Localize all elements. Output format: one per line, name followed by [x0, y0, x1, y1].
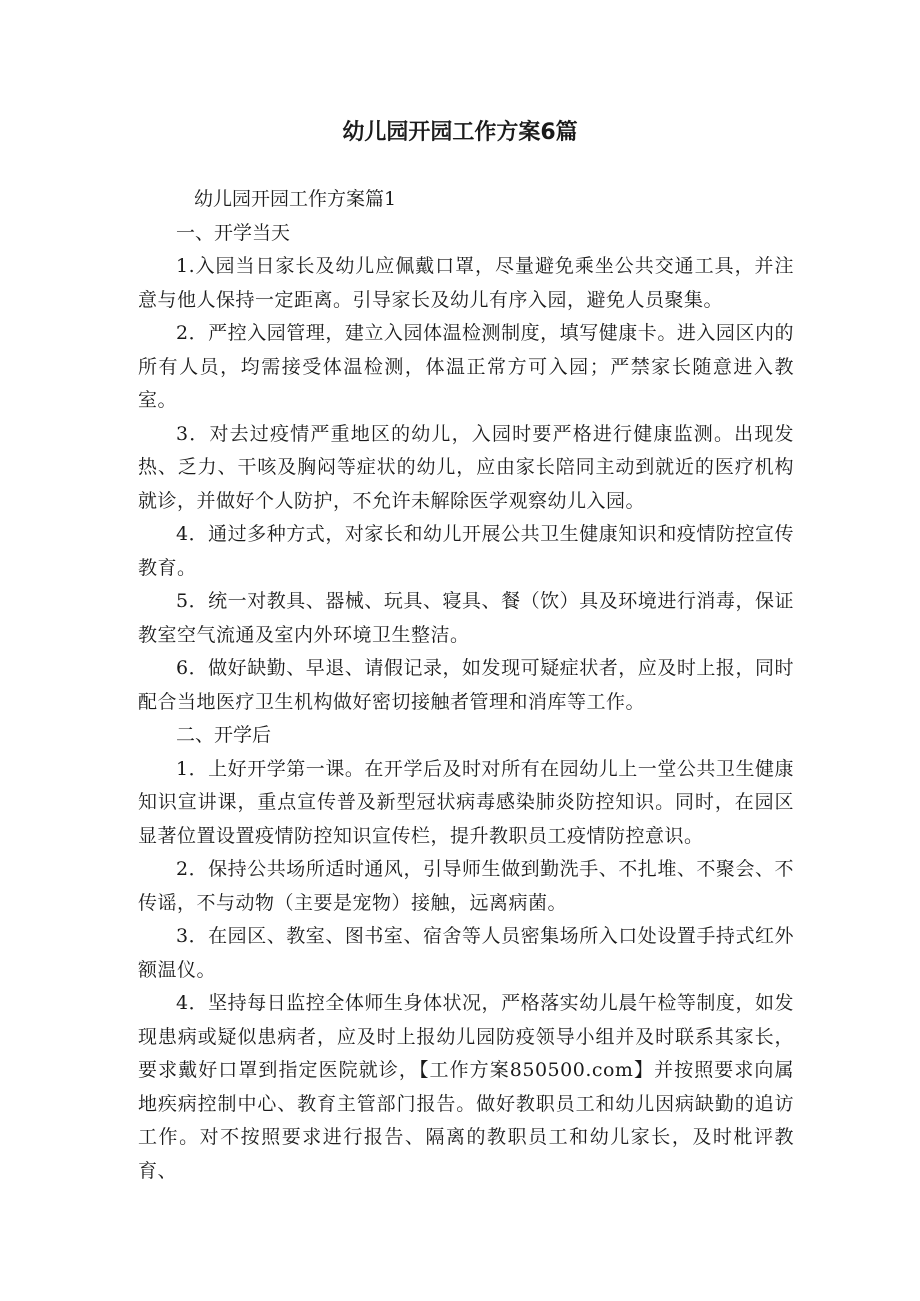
part2-item: 2．保持公共场所适时通风，引导师生做到勤洗手、不扎堆、不聚会、不传谣，不与动物（主要是宠物）接触，远离病菌。 — [138, 858, 794, 914]
part1-heading: 一、开学当天 — [176, 221, 291, 244]
part1-item: 5．统一对教具、器械、玩具、寝具、餐（饮）具及环境进行消毒，保证教室空气流通及室内外环境卫生整洁。 — [138, 590, 794, 646]
document-body — [138, 183, 794, 1188]
part1-item: 3．对去过疫情严重地区的幼儿，入园时要严格进行健康监测。出现发热、乏力、干咳及胸闷等症状的幼儿，应由家长陪同主动到就近的医疗机构就诊，并做好个人防护，不允许未解除医学观察幼儿入园。 — [138, 422, 794, 512]
section-heading: 幼儿园开园工作方案篇1 — [194, 188, 397, 210]
part2-item: 4．坚持每日监控全体师生身体状况，严格落实幼儿晨午检等制度，如发现患病或疑似患病者，应及时上报幼儿园防疫领导小组并及时联系其家长，要求戴好口罩到指定医院就诊，【工作方案850500.com】并按照要求向属地疾病控制中心、教育主管部门报告。做好教职员工和幼儿因病缺勤的追访工作。对不按照要求进行报告、隔离的教职员工和幼儿家长，及时枇评教育、 — [138, 992, 794, 1182]
part1-item: 2．严控入园管理，建立入园体温检测制度，填写健康卡。进入园区内的所有人员，均需接受体温检测，体温正常方可入园；严禁家长随意进入教室。 — [138, 322, 794, 411]
document-title: 幼儿园开园工作方案6篇 — [342, 120, 578, 145]
part2-item: 3．在园区、教室、图书室、宿舍等人员密集场所入口处设置手持式红外额温仪。 — [138, 925, 794, 981]
part2-heading: 二、开学后 — [176, 724, 272, 746]
part1-item: 1.入园当日家长及幼儿应佩戴口罩，尽量避免乘坐公共交通工具，并注意与他人保持一定距离。引导家长及幼儿有序入园，避免人员聚集。 — [138, 255, 794, 311]
part2-item: 1．上好开学第一课。在开学后及时对所有在园幼儿上一堂公共卫生健康知识宣讲课，重点宣传普及新型冠状病毒感染肺炎防控知识。同时，在园区显著位置设置疫情防控知识宣传栏，提升教职员工疫情防控意识。 — [138, 757, 794, 847]
part1-item: 4．通过多种方式，对家长和幼儿开展公共卫生健康知识和疫情防控宣传教育。 — [138, 523, 794, 579]
part1-item: 6．做好缺勤、早退、请假记录，如发现可疑症状者，应及时上报，同时配合当地医疗卫生机构做好密切接触者管理和消库等工作。 — [138, 657, 794, 713]
